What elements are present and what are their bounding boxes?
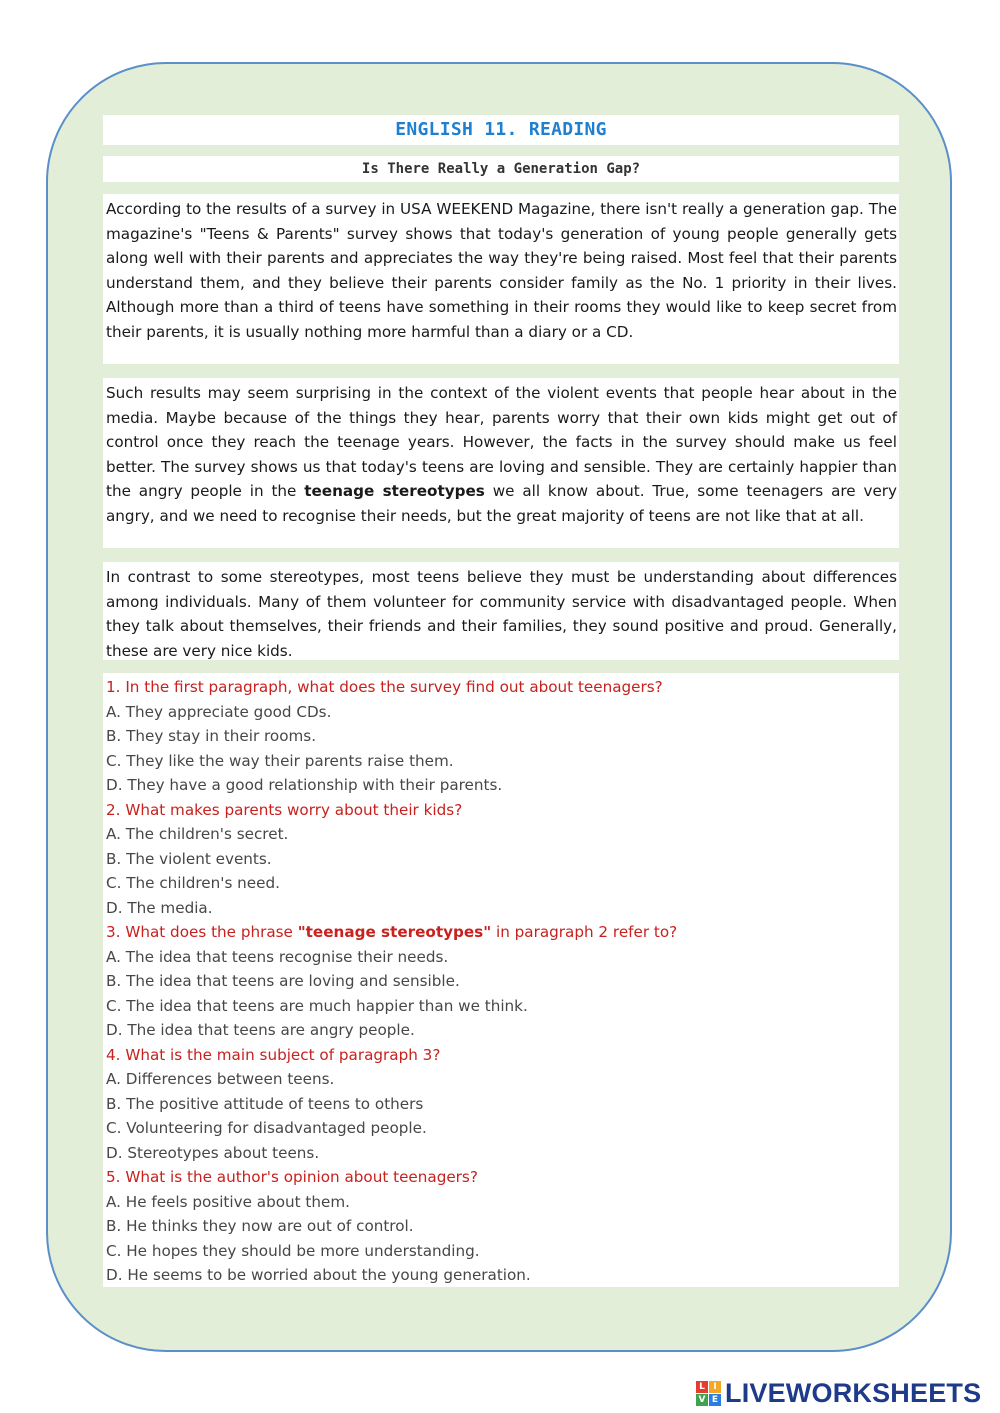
question-2-option-a[interactable]: A. The children's secret. [106, 825, 289, 843]
question-4-option-d[interactable]: D. Stereotypes about teens. [106, 1143, 320, 1162]
questions-section [103, 673, 899, 1287]
question-3-text-before: 3. What does the phrase [106, 923, 298, 941]
logo-mark-icon [696, 1381, 721, 1406]
subtitle-banner [103, 156, 899, 182]
question-3-option-c[interactable]: C. The idea that teens are much happier than we think. [106, 996, 528, 1015]
teenage-stereotypes-phrase: teenage stereotypes [304, 482, 485, 501]
question-3-option-a[interactable]: A. The idea that teens recognise their needs. [106, 947, 449, 966]
paragraph-3-text: In contrast to some stereotypes, most teens believe they must be understanding about differences among individuals. Many of them volunteer for community service with disadvantaged people. When they talk about themselves, their friends and their families, they sound positive and proud. Generally, these are very nice kids. [106, 568, 897, 660]
title-banner [103, 115, 899, 145]
question-4-option-c[interactable]: C. Volunteering for disadvantaged people. [106, 1119, 427, 1137]
logo-text: LIVEWORKSHEETS [725, 1378, 982, 1408]
logo-mark-letter: E [709, 1394, 721, 1406]
question-4-option-b[interactable]: B. The positive attitude of teens to others [106, 1094, 424, 1113]
question-5-option-d[interactable]: D. He seems to be worried about the young generation. [106, 1266, 531, 1284]
question-3-phrase: "teenage stereotypes" [297, 923, 492, 941]
question-4: 4. What is the main subject of paragraph 3? [106, 1045, 441, 1064]
paragraph-2 [103, 378, 899, 548]
logo-mark-letter: L [696, 1381, 708, 1393]
paragraph-1 [103, 194, 899, 364]
page-title: ENGLISH 11. READING [395, 119, 607, 140]
question-1-option-b[interactable]: B. They stay in their rooms. [106, 727, 317, 745]
question-1-option-a[interactable]: A. They appreciate good CDs. [106, 702, 332, 721]
question-2-option-c[interactable]: C. The children's need. [106, 874, 280, 892]
question-1-option-d[interactable]: D. They have a good relationship with their parents. [106, 776, 503, 794]
paragraph-1-text: According to the results of a survey in USA WEEKEND Magazine, there isn't really a generation gap. The magazine's "Teens & Parents" survey shows that today's generation of young people generally gets along well with their parents and appreciates the way they're being raised. Most feel that their parents understand them, and they believe their parents consider family as the No. 1 priority in their lives. Although more than a third of teens have something in their rooms they would like to keep secret from their parents, it is usually nothing more harmful than a diary or a CD. [106, 200, 897, 341]
question-2-option-b[interactable]: B. The violent events. [106, 849, 272, 868]
question-3-option-d[interactable]: D. The idea that teens are angry people. [106, 1021, 415, 1039]
question-4-option-a[interactable]: A. Differences between teens. [106, 1070, 335, 1088]
question-5-option-a[interactable]: A. He feels positive about them. [106, 1192, 350, 1211]
logo-mark-letter: I [709, 1381, 721, 1393]
liveworksheets-logo [696, 1378, 981, 1408]
paragraph-2-text-before: Such results may seem surprising in the context of the violent events that people hear about in the media. Maybe because of the things they hear, parents worry that their own kids might get out of control once they reach the teenage years. However, the facts in the survey should make us feel better. The survey shows us that today's teens are loving and sensible. They are certainly happier than the angry people in the [106, 384, 897, 501]
question-3 [106, 920, 897, 945]
passage-title: Is There Really a Generation Gap? [361, 161, 641, 177]
question-2: 2. What makes parents worry about their kids? [106, 800, 463, 819]
logo-mark-letter: V [696, 1394, 708, 1406]
paragraph-3 [103, 562, 899, 660]
question-1-option-c[interactable]: C. They like the way their parents raise them. [106, 751, 454, 770]
question-5-option-b[interactable]: B. He thinks they now are out of control. [106, 1217, 414, 1235]
question-2-option-d[interactable]: D. The media. [106, 898, 213, 917]
question-1: 1. In the first paragraph, what does the survey find out about teenagers? [106, 678, 663, 696]
paragraph-2-text-after: we all know about. True, some teenagers are very angry, and we need to recognise their needs, but the great majority of teens are not like that at all. [106, 482, 898, 525]
question-3-option-b[interactable]: B. The idea that teens are loving and sensible. [106, 972, 460, 990]
question-5-option-c[interactable]: C. He hopes they should be more understanding. [106, 1241, 480, 1260]
question-5: 5. What is the author's opinion about teenagers? [106, 1168, 478, 1186]
question-3-text-after: in paragraph 2 refer to? [491, 923, 678, 941]
